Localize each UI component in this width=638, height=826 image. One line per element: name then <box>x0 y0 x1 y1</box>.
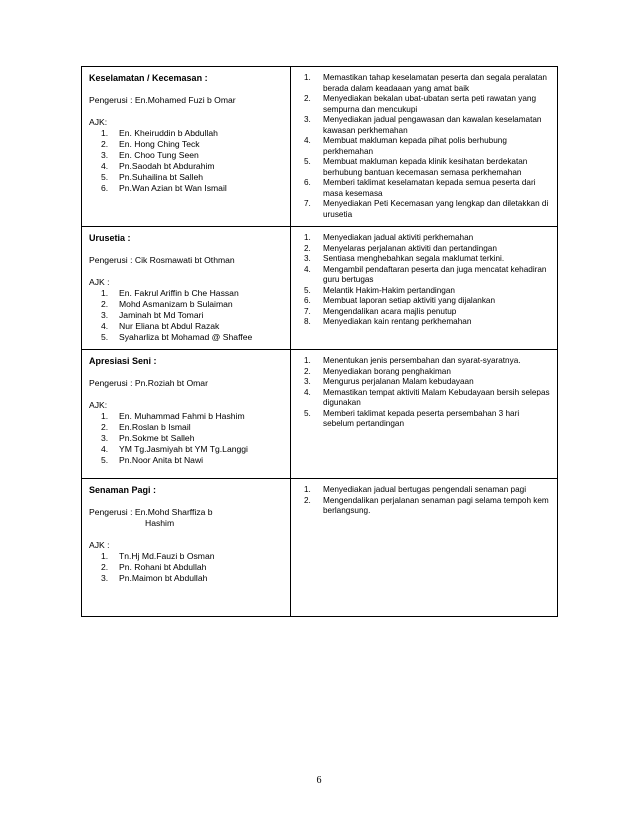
section-title: Apresiasi Seni : <box>89 356 157 366</box>
member-list <box>89 551 285 584</box>
duty-item <box>298 485 552 496</box>
member-name: Pn.Saodah bt Abdurahim <box>119 161 215 171</box>
member-number: 5. <box>101 332 109 342</box>
member-number: 1. <box>101 128 109 138</box>
committee-row <box>82 67 558 227</box>
chair-name: Pn.Roziah bt Omar <box>134 378 208 388</box>
member-item <box>89 172 285 183</box>
duty-number: 2. <box>304 366 311 376</box>
member-item <box>89 444 285 455</box>
duty-number: 5. <box>304 157 311 166</box>
duty-item <box>298 157 552 178</box>
duty-item <box>298 73 552 94</box>
duty-text: Menyediakan Peti Kecemasan yang lengkap dan diletakkan di urusetia <box>323 199 549 219</box>
duty-list <box>298 73 552 220</box>
member-item <box>89 299 285 310</box>
committee-info-cell <box>82 350 291 479</box>
duty-number: 3. <box>304 115 311 124</box>
page-number: 6 <box>316 775 322 786</box>
member-number: 1. <box>101 288 109 298</box>
member-number: 3. <box>101 310 109 320</box>
duties-cell <box>291 479 558 617</box>
duty-number: 2. <box>304 243 311 253</box>
duty-number: 1. <box>304 485 311 494</box>
duty-number: 6. <box>304 178 311 187</box>
duty-text: Menyediakan jadual aktiviti perkhemahan <box>323 233 474 242</box>
duty-text: Menentukan jenis persembahan dan syarat-syaratnya. <box>323 356 521 365</box>
member-number: 4. <box>101 444 109 454</box>
duty-text: Membuat makluman kepada klinik kesihatan berdekatan berhubung bantuan kecemasan semasa perkhemahan <box>323 157 528 177</box>
duty-text: Membuat makluman kepada pihat polis berhubung perkhemahan <box>323 136 507 156</box>
duty-number: 3. <box>304 254 311 263</box>
committee-row <box>82 227 558 350</box>
chair-name-continued: Hashim <box>145 518 175 528</box>
duty-item <box>298 178 552 199</box>
duty-number: 5. <box>304 285 311 295</box>
committee-table <box>81 66 558 617</box>
member-item <box>89 551 285 562</box>
member-item <box>89 288 285 299</box>
member-name: Pn.Suhailina bt Salleh <box>119 172 204 182</box>
duty-item <box>298 115 552 136</box>
member-number: 2. <box>101 562 109 572</box>
member-list <box>89 411 285 466</box>
member-item <box>89 422 285 433</box>
duties-cell <box>291 67 558 227</box>
member-name: En.Roslan b Ismail <box>119 422 191 432</box>
duty-text: Membuat laporan setiap aktiviti yang dijalankan <box>323 296 496 305</box>
member-name: Mohd Asmanizam b Sulaiman <box>119 299 233 309</box>
duty-text: Sentiasa menghebahkan segala maklumat terkini. <box>323 254 505 263</box>
member-name: En. Fakrul Ariffin b Che Hassan <box>119 288 239 298</box>
duty-item <box>298 296 552 307</box>
member-list <box>89 288 285 343</box>
duty-item <box>298 233 552 244</box>
member-item <box>89 139 285 150</box>
duty-number: 4. <box>304 136 311 145</box>
duty-list <box>298 356 552 430</box>
member-item <box>89 455 285 466</box>
member-name: Pn.Wan Azian bt Wan Ismail <box>119 183 227 193</box>
member-item <box>89 411 285 422</box>
member-number: 1. <box>101 551 109 561</box>
section-title: Senaman Pagi : <box>89 485 157 495</box>
chairperson <box>89 255 285 266</box>
duty-text: Memastikan tahap keselamatan peserta dan segala peralatan berada dalam keadaaan yang amat baik <box>323 73 547 93</box>
duty-item <box>298 496 552 517</box>
duty-item <box>298 377 552 388</box>
member-name: Tn.Hj Md.Fauzi b Osman <box>119 551 215 561</box>
duty-text: Menyediakan borang penghakiman <box>323 366 451 376</box>
member-name: En. Kheiruddin b Abdullah <box>119 128 218 138</box>
duty-number: 8. <box>304 317 311 326</box>
member-item <box>89 433 285 444</box>
member-number: 3. <box>101 433 109 443</box>
duty-number: 6. <box>304 296 311 305</box>
member-item <box>89 573 285 584</box>
member-number: 3. <box>101 573 109 583</box>
committee-row <box>82 350 558 479</box>
duty-number: 7. <box>304 199 311 208</box>
duty-number: 1. <box>304 356 311 365</box>
member-name: En. Choo Tung Seen <box>119 150 199 160</box>
duty-number: 4. <box>304 387 311 397</box>
member-name: Pn. Rohani bt Abdullah <box>119 562 207 572</box>
member-name: Pn.Noor Anita bt Nawi <box>119 455 204 465</box>
duties-cell <box>291 227 558 350</box>
member-item <box>89 321 285 332</box>
duty-text: Menyediakan jadual pengawasan dan kawalan keselamatan kawasan perkhemahan <box>323 115 542 135</box>
member-number: 5. <box>101 172 109 182</box>
duty-text: Mengendalikan perjalanan senaman pagi selama tempoh kem berlangsung. <box>323 495 549 515</box>
duty-item <box>298 409 552 430</box>
member-name: Pn.Sokme bt Salleh <box>119 433 195 443</box>
member-list <box>89 128 285 194</box>
member-name: En. Muhammad Fahmi b Hashim <box>119 411 245 421</box>
member-item <box>89 183 285 194</box>
duty-list <box>298 233 552 328</box>
member-number: 2. <box>101 299 109 309</box>
member-item <box>89 562 285 573</box>
chairperson <box>89 378 285 389</box>
member-name: Pn.Maimon bt Abdullah <box>119 573 208 583</box>
duty-text: Memastikan tempat aktiviti Malam Kebudayaan bersih selepas digunakan <box>323 387 550 407</box>
duty-text: Menyediakan bekalan ubat-ubatan serta peti rawatan yang sempurna dan mencukupi <box>323 94 537 114</box>
section-title: Urusetia : <box>89 233 131 243</box>
duty-item <box>298 136 552 157</box>
duty-number: 5. <box>304 408 311 418</box>
member-number: 2. <box>101 422 109 432</box>
member-name: Jaminah bt Md Tomari <box>119 310 204 320</box>
chair-name: En.Mohd Sharffiza b <box>134 507 213 517</box>
ajk-label: AJK : <box>89 540 110 550</box>
member-number: 6. <box>101 183 109 193</box>
duty-number: 2. <box>304 495 311 505</box>
section-title: Keselamatan / Kecemasan : <box>89 73 208 83</box>
duty-item <box>298 388 552 409</box>
chair-label: Pengerusi : <box>89 507 133 517</box>
chair-label: Pengerusi : <box>89 95 133 105</box>
duty-text: Melantik Hakim-Hakim pertandingan <box>323 285 455 295</box>
duty-item <box>298 265 552 286</box>
committee-row <box>82 479 558 617</box>
chair-name: En.Mohamed Fuzi b Omar <box>134 95 236 105</box>
chairperson <box>89 507 285 529</box>
duty-item <box>298 317 552 328</box>
chairperson <box>89 95 285 106</box>
duties-cell <box>291 350 558 479</box>
duty-text: Mengendalikan acara majlis penutup <box>323 306 457 316</box>
duty-number: 3. <box>304 377 311 386</box>
duty-number: 1. <box>304 233 311 242</box>
member-number: 3. <box>101 150 109 160</box>
duty-item <box>298 356 552 367</box>
committee-info-cell <box>82 67 291 227</box>
ajk-label: AJK: <box>89 400 108 410</box>
member-name: Nur Eliana bt Abdul Razak <box>119 321 220 331</box>
duty-text: Mengambil pendaftaran peserta dan juga mencatat kehadiran guru bertugas <box>323 264 547 284</box>
duty-text: Menyediakan kain rentang perkhemahan <box>323 317 472 326</box>
duty-item <box>298 199 552 220</box>
member-number: 4. <box>101 161 109 171</box>
duty-text: Memberi taklimat keselamatan kepada semua peserta dari masa kesemasa <box>323 178 536 198</box>
chair-name: Cik Rosmawati bt Othman <box>134 255 235 265</box>
duty-text: Menyediakan jadual bertugas pengendali senaman pagi <box>323 485 527 494</box>
member-number: 5. <box>101 455 109 465</box>
duty-text: Mengurus perjalanan Malam kebudayaan <box>323 377 474 386</box>
duty-item <box>298 367 552 378</box>
duty-number: 2. <box>304 94 311 103</box>
member-name: En. Hong Ching Teck <box>119 139 200 149</box>
duty-item <box>298 307 552 318</box>
member-item <box>89 161 285 172</box>
ajk-label: AJK : <box>89 277 110 287</box>
member-name: Syaharliza bt Mohamad @ Shaffee <box>119 332 253 342</box>
duty-number: 7. <box>304 306 311 316</box>
committee-table-body <box>82 67 558 617</box>
member-name: YM Tg.Jasmiyah bt YM Tg.Langgi <box>119 444 248 454</box>
chair-label: Pengerusi : <box>89 255 133 265</box>
member-item <box>89 310 285 321</box>
ajk-label: AJK: <box>89 117 108 127</box>
member-item <box>89 150 285 161</box>
member-number: 2. <box>101 139 109 149</box>
duty-item <box>298 254 552 265</box>
member-number: 4. <box>101 321 109 331</box>
duty-list <box>298 485 552 517</box>
duty-text: Menyelaras perjalanan aktiviti dan pertandingan <box>323 243 497 253</box>
duty-text: Memberi taklimat kepada peserta persembahan 3 hari sebelum pertandingan <box>323 408 520 428</box>
duty-number: 1. <box>304 73 311 82</box>
committee-info-cell <box>82 227 291 350</box>
member-item <box>89 332 285 343</box>
member-item <box>89 128 285 139</box>
duty-item <box>298 286 552 297</box>
committee-info-cell <box>82 479 291 617</box>
duty-item <box>298 244 552 255</box>
member-number: 1. <box>101 411 109 421</box>
chair-label: Pengerusi : <box>89 378 133 388</box>
duty-number: 4. <box>304 264 311 274</box>
duty-item <box>298 94 552 115</box>
